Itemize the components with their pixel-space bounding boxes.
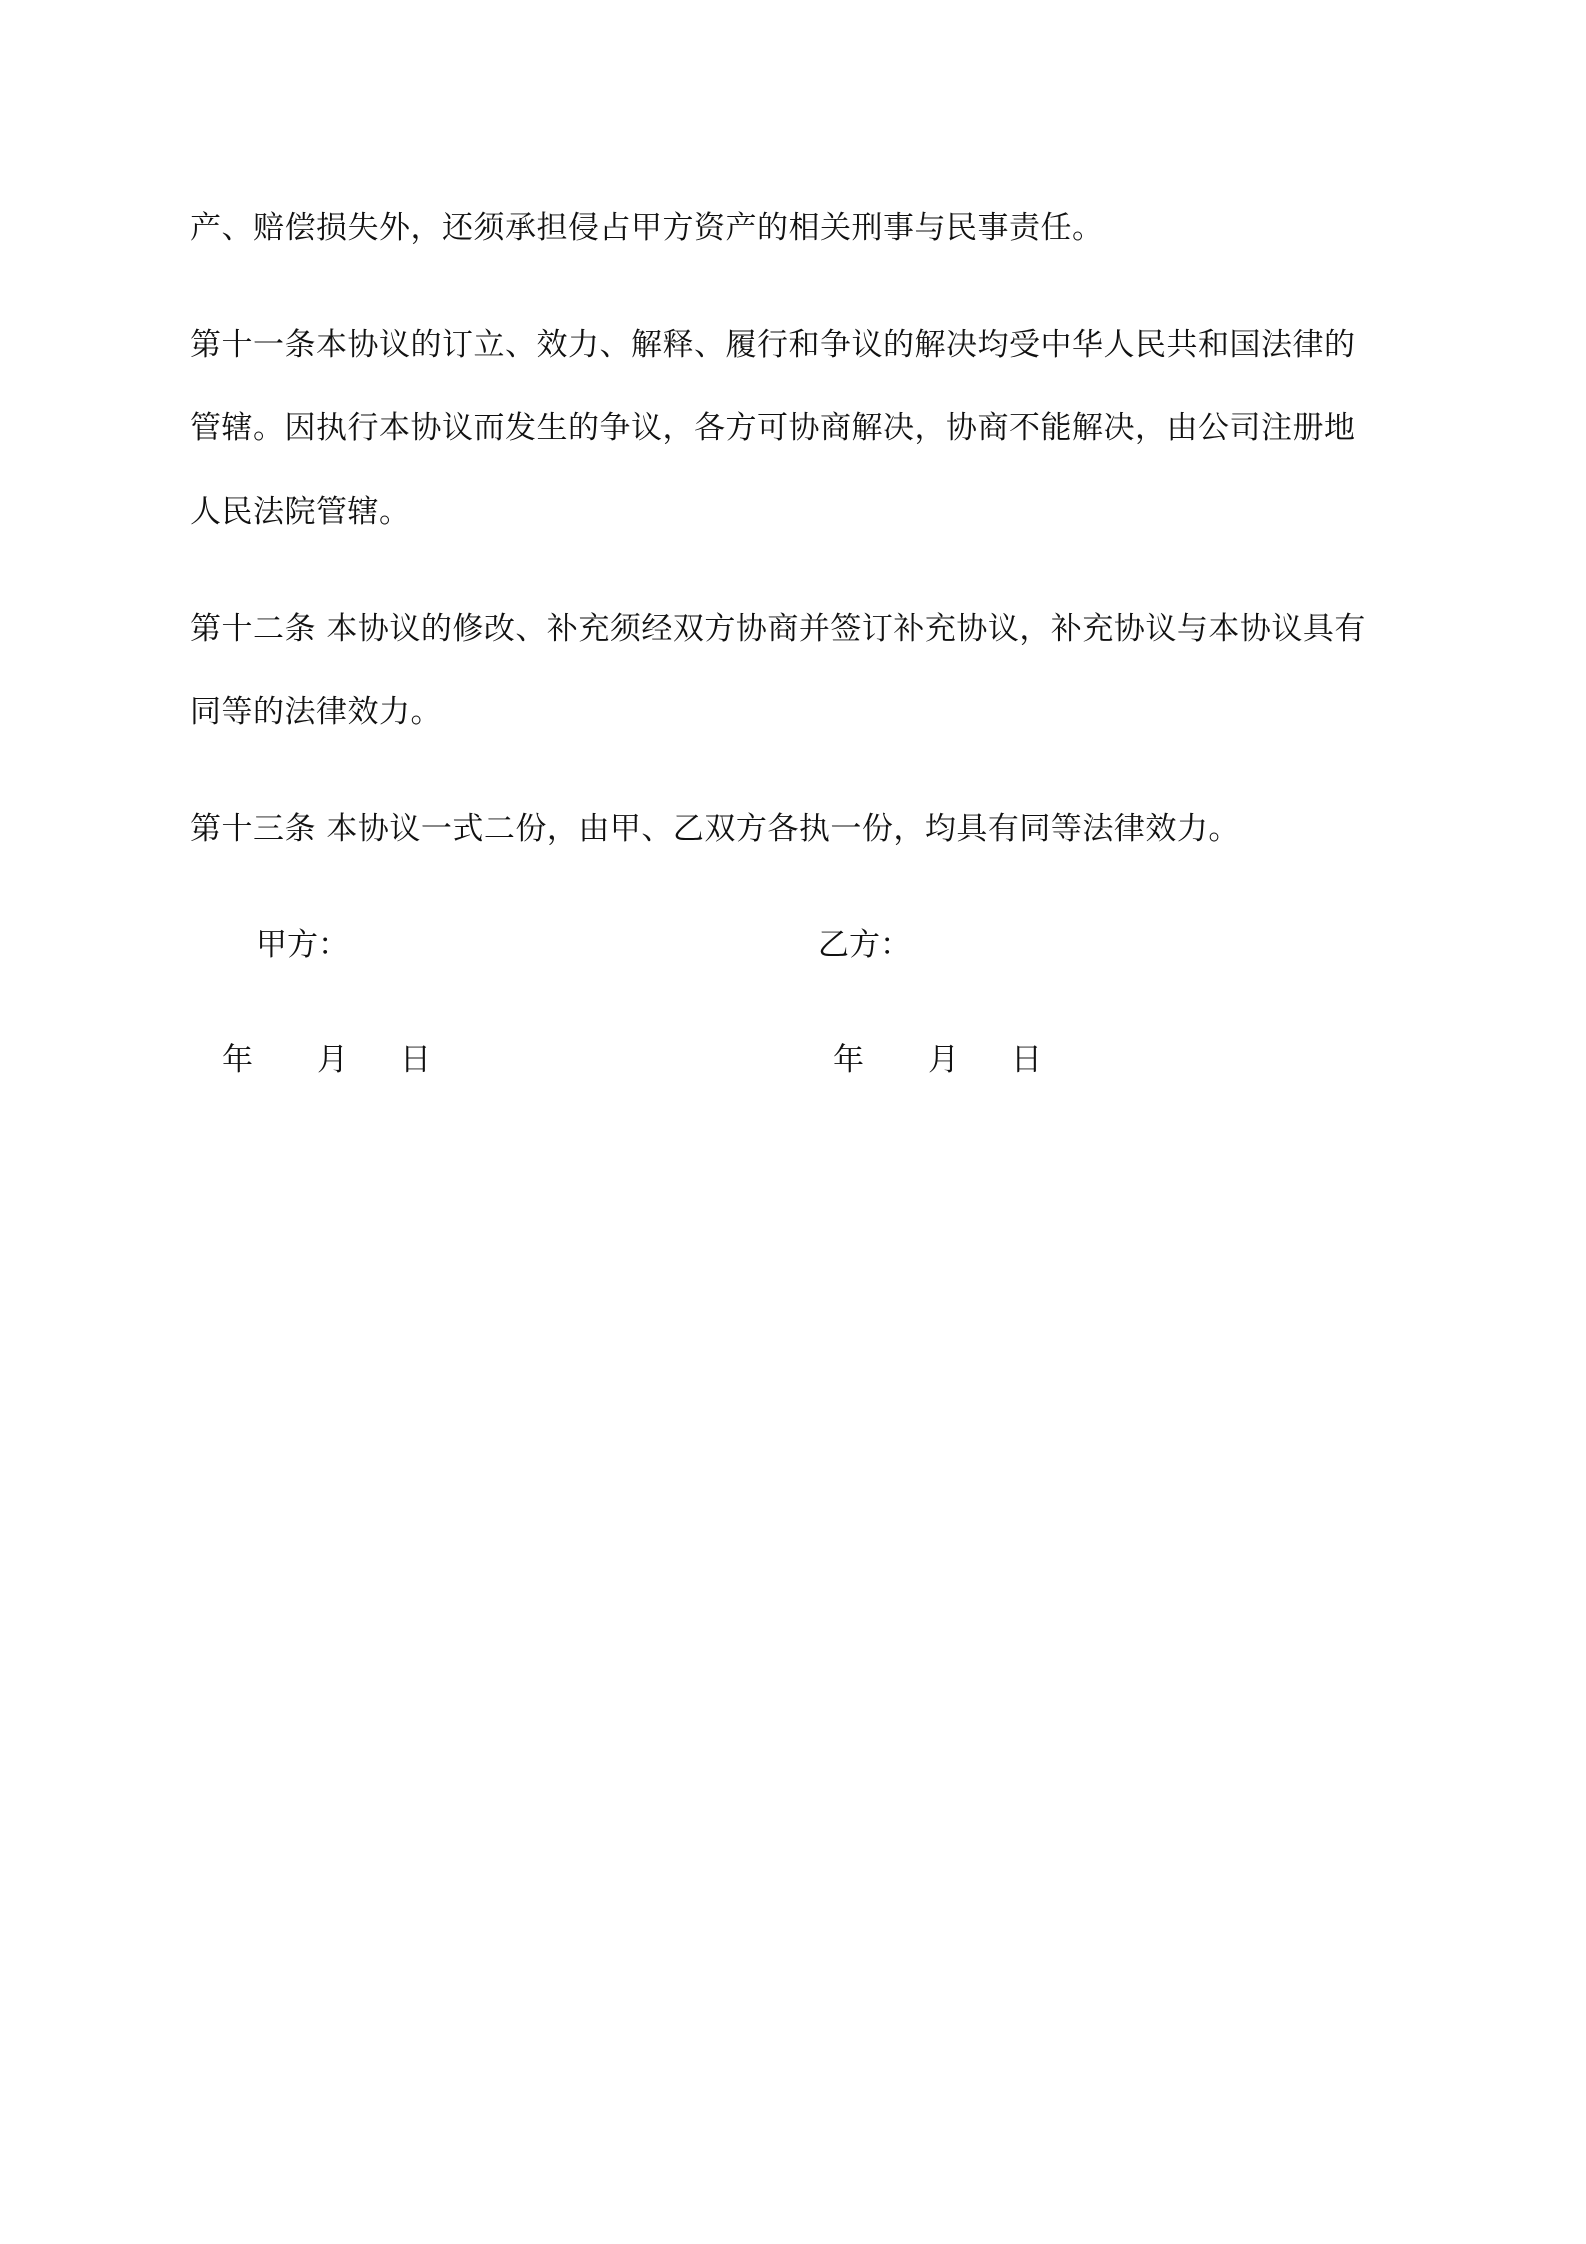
article-12-line-1: 第十二条 本协议的修改、补充须经双方协商并签订补充协议，补充协议与本协议具有	[190, 611, 1366, 647]
article-11-line-2: 管辖。因执行本协议而发生的争议，各方可协商解决，协商不能解决，由公司注册地	[190, 410, 1356, 446]
party-a-label: 甲方：	[256, 927, 349, 963]
party-a-date	[222, 1040, 462, 1080]
clause-continuation-text: 产、赔偿损失外，还须承担侵占甲方资产的相关刑事与民事责任。	[190, 210, 1104, 246]
party-b-date	[833, 1040, 1073, 1080]
party-a-date-month: 月	[317, 1042, 348, 1078]
article-13-line-1: 第十三条 本协议一式二份，由甲、乙双方各执一份，均具有同等法律效力。	[190, 811, 1240, 847]
party-b-date-year: 年	[833, 1042, 864, 1078]
party-b-date-day: 日	[1011, 1042, 1042, 1078]
article-11-line-1: 第十一条本协议的订立、效力、解释、履行和争议的解决均受中华人民共和国法律的	[190, 327, 1356, 363]
article-12-line-2: 同等的法律效力。	[190, 694, 442, 730]
party-b-date-month: 月	[928, 1042, 959, 1078]
party-a-date-year: 年	[222, 1042, 253, 1078]
party-b-label: 乙方：	[818, 927, 911, 963]
article-11-line-3: 人民法院管辖。	[190, 494, 411, 530]
party-a-date-day: 日	[400, 1042, 431, 1078]
